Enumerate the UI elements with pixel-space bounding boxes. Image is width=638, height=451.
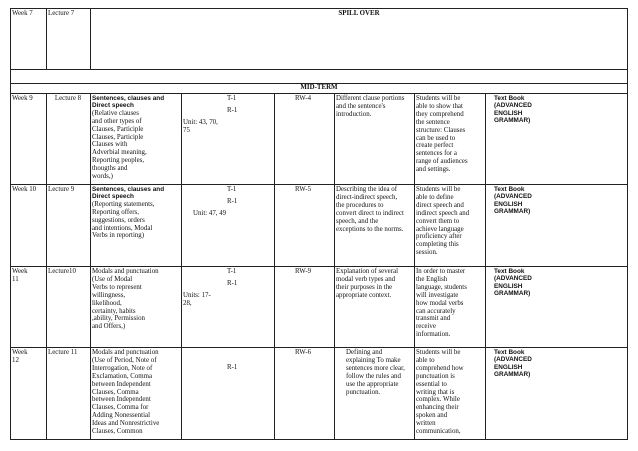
week-cell: Week 11: [12, 268, 28, 283]
week-cell: Week 10: [12, 186, 37, 193]
outcome-cell: [414, 184, 485, 266]
activity-cell: [334, 184, 414, 266]
activity-line: convert direct to indirect: [336, 209, 404, 217]
topic-line: Clauses, Common: [92, 428, 143, 436]
week-cell: Week 12: [12, 349, 28, 364]
reference-cell: [181, 184, 274, 266]
outcome-line: punctuation is: [416, 372, 455, 380]
outcome-line: sentences for a: [416, 150, 457, 158]
outcome-line: create perfect: [416, 142, 454, 150]
outcome-line: able to define: [416, 193, 454, 201]
reading-work-cell: RW-5: [295, 186, 312, 193]
topic-line: Clauses, Participle: [92, 125, 144, 133]
week-cell: Week 7: [12, 10, 33, 17]
topic-line: Adverbial meaning,: [92, 149, 147, 157]
outcome-line: information.: [416, 331, 451, 339]
outcome-line: spoken and: [416, 412, 448, 420]
activity-line: introduction.: [336, 110, 372, 118]
reference-text: R-1: [227, 106, 238, 114]
outcome-line: can accurately: [416, 307, 456, 315]
lecture-cell: Lecture 11: [48, 349, 78, 356]
topic-line: Ideas and Nonrestrictive: [92, 420, 160, 428]
outcome-line: transmit and: [416, 315, 451, 323]
lecture-cell: Lecture10: [48, 268, 76, 275]
topic-line: suggestions, orders: [92, 216, 145, 224]
lecture-cell: Lecture 7: [48, 10, 75, 17]
activity-line: speech, and the: [336, 217, 379, 225]
activity-line: direct-indirect speech,: [336, 193, 398, 201]
week-cell: Week 9: [12, 95, 33, 102]
outcome-line: indirect speech and: [416, 209, 470, 217]
topic-heading: Sentences, clauses and Direct speech: [92, 95, 165, 110]
topic-line: Reporting peoples,: [92, 157, 145, 165]
outcome-line: and settings.: [416, 166, 451, 174]
topic-line: Clauses, Participle: [92, 133, 144, 141]
activity-line: the procedures to: [336, 201, 384, 209]
textbook-cell: Text Book (ADVANCED ENGLISH GRAMMAR): [494, 349, 532, 379]
outcome-line: they comprehend: [416, 110, 464, 118]
reference-text: T-1: [227, 268, 237, 275]
textbook-cell: Text Book (ADVANCED ENGLISH GRAMMAR): [494, 95, 532, 125]
outcome-line: direct speech and: [416, 201, 464, 209]
topic-line: between Independent: [92, 380, 151, 388]
outcome-line: Students will be: [416, 349, 461, 356]
topic-line: certainty, habits: [92, 307, 136, 315]
outcome-line: Students will be: [416, 95, 461, 102]
topic-line: Reporting offers,: [92, 208, 139, 216]
activity-line: punctuation.: [346, 388, 381, 396]
activity-cell: [334, 266, 414, 347]
activity-line: appropriate context.: [336, 291, 392, 299]
outcome-line: receive: [416, 323, 436, 331]
topic-line: Adding Nonessential: [92, 412, 150, 420]
activity-line: explaining To make: [346, 356, 401, 364]
topic-line: (Use of Modal: [92, 275, 133, 283]
topic-cell: [90, 266, 181, 347]
outcome-line: In order to master: [416, 268, 466, 275]
outcome-line: essential to: [416, 380, 447, 388]
topic-line: (Reporting statements,: [92, 200, 155, 208]
activity-line: Explanation of several: [336, 268, 398, 275]
reference-cell: [181, 347, 274, 440]
topic-line: Verbs to represent: [92, 283, 142, 291]
reference-text: R-1: [227, 197, 238, 205]
topic-line: words,): [92, 173, 113, 181]
outcome-line: writing that is: [416, 388, 455, 396]
activity-cell: [334, 93, 414, 184]
outcome-line: completing this: [416, 241, 459, 249]
spill-over-label: SPILL OVER: [338, 10, 380, 17]
activity-line: use the appropriate: [346, 380, 399, 388]
reference-text: R-1: [227, 279, 238, 287]
outcome-line: convert them to: [416, 217, 460, 225]
units-text: Unit: 47, 49: [193, 209, 227, 217]
topic-line: willingness,: [92, 291, 126, 299]
topic-line: thougths and: [92, 165, 128, 173]
units-text: 75: [183, 126, 190, 134]
outcome-line: able to: [416, 356, 435, 364]
topic-line: Verbs in reporting): [92, 232, 145, 240]
outcome-line: session.: [416, 249, 438, 257]
outcome-line: range of audiences: [416, 158, 468, 166]
reading-work-cell: RW-9: [295, 268, 312, 275]
activity-line: and the sentence's: [336, 102, 386, 110]
reading-work-cell: RW-6: [295, 349, 312, 356]
outcome-line: language, students: [416, 283, 467, 291]
activity-line: modal verb types and: [336, 275, 396, 283]
activity-line: exceptions to the norms.: [336, 225, 404, 233]
outcome-cell: [414, 93, 485, 184]
lecture-cell: Lecture 9: [48, 186, 75, 193]
outcome-line: how modal verbs: [416, 299, 464, 307]
outcome-line: able to show that: [416, 102, 463, 110]
topic-line: (Use of Period, Note of: [92, 356, 157, 364]
reading-work-cell: RW-4: [295, 95, 312, 102]
outcome-line: achieve language: [416, 225, 464, 233]
outcome-line: written: [416, 420, 436, 428]
topic-line: Modals and punctuation: [92, 268, 159, 275]
topic-line: likelihood,: [92, 299, 122, 307]
outcome-line: communication,: [416, 428, 461, 436]
textbook-cell: Text Book (ADVANCED ENGLISH GRAMMAR): [494, 186, 532, 216]
outcome-line: comprehend how: [416, 364, 464, 372]
outcome-cell: [414, 266, 485, 347]
activity-line: Different clause portions: [336, 95, 405, 102]
activity-line: sentences more clear,: [346, 364, 405, 372]
topic-heading: Sentences, clauses and Direct speech: [92, 186, 165, 201]
reference-text: T-1: [227, 186, 237, 193]
units-text: Unit: 43, 70,: [183, 118, 218, 126]
topic-line: Clauses, Comma: [92, 388, 139, 396]
topic-line: (Relative clauses: [92, 109, 139, 117]
activity-line: their purposes in the: [336, 283, 393, 291]
topic-line: Clauses with: [92, 141, 128, 149]
textbook-cell: Text Book (ADVANCED ENGLISH GRAMMAR): [494, 268, 532, 298]
units-text: 28,: [183, 299, 192, 307]
activity-line: Describing the idea of: [336, 186, 398, 193]
outcome-line: the sentence: [416, 118, 450, 126]
activity-cell: [334, 347, 414, 440]
topic-cell: [90, 184, 181, 266]
topic-cell: [90, 93, 181, 184]
topic-line: and other types of: [92, 117, 142, 125]
outcome-line: structure: Clauses: [416, 126, 466, 134]
outcome-line: can be used to: [416, 134, 456, 142]
topic-line: ,ability, Permission: [92, 315, 145, 323]
activity-line: Defining and: [346, 349, 383, 356]
row-divider: [10, 69, 628, 70]
units-text: Units: 17-: [183, 291, 211, 299]
outcome-line: enhancing their: [416, 404, 459, 412]
outcome-cell: [414, 347, 485, 440]
lecture-cell: Lecture 8: [54, 95, 82, 102]
topic-line: and intentions, Modal: [92, 224, 153, 232]
outcome-line: will investigate: [416, 291, 459, 299]
midterm-label: MID-TERM: [300, 84, 338, 91]
outcome-line: proficiency after: [416, 233, 462, 241]
topic-line: between Independent: [92, 396, 151, 404]
reference-cell: [181, 266, 274, 347]
topic-line: Clauses, Comma for: [92, 404, 149, 412]
activity-line: follow the rules and: [346, 372, 401, 380]
topic-line: and Offers,): [92, 323, 126, 331]
outcome-line: Students will be: [416, 186, 461, 193]
reference-cell: [181, 93, 274, 184]
topic-cell: [90, 347, 181, 440]
course-plan-table: [10, 8, 628, 440]
topic-line: Exclamation, Comma: [92, 372, 153, 380]
reference-text: R-1: [227, 364, 238, 371]
topic-line: Interrogation, Note of: [92, 364, 153, 372]
outcome-line: the English: [416, 275, 448, 283]
topic-line: Modals and punctuation: [92, 349, 159, 356]
reference-text: T-1: [227, 95, 237, 102]
outcome-line: complex. While: [416, 396, 460, 404]
